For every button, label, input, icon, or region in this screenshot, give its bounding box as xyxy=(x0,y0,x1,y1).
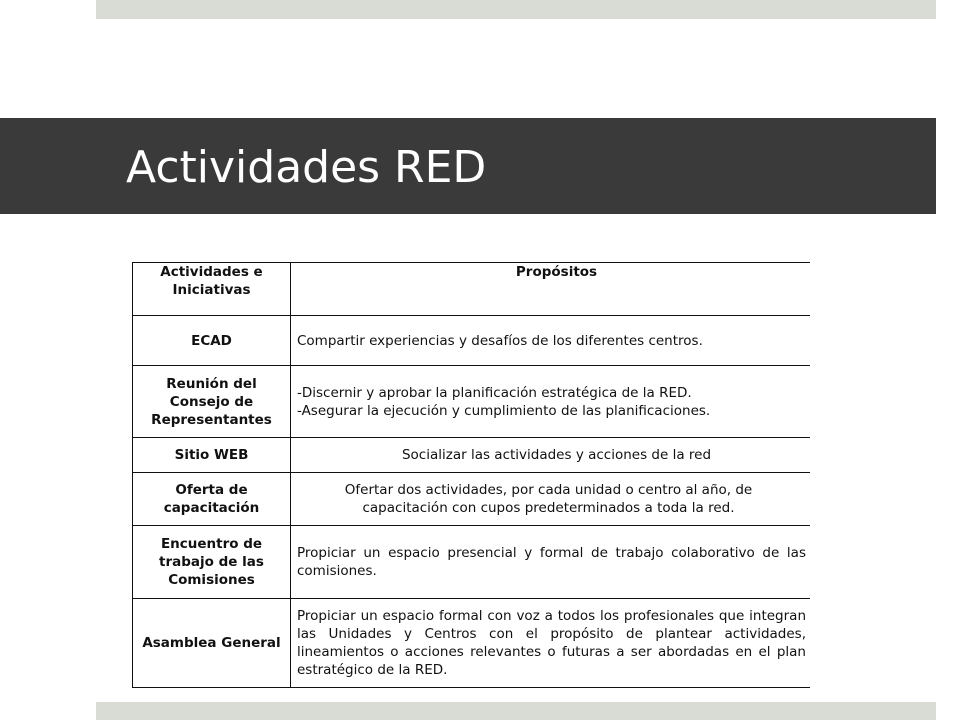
top-decor-band xyxy=(96,0,936,19)
activity-cell: Asamblea General xyxy=(133,599,291,688)
table-row xyxy=(133,316,811,366)
purpose-cell: Socializar las actividades y acciones de la red xyxy=(291,438,811,473)
purpose-cell: Propiciar un espacio presencial y formal de trabajo colaborativo de las comisiones. xyxy=(291,526,811,599)
activity-cell: Sitio WEB xyxy=(133,438,291,473)
table-row xyxy=(133,526,811,599)
purpose-cell: Propiciar un espacio formal con voz a todos los profesionales que integran las Unidades y Centros con el propósito de plantear actividades, lineamientos o acciones relevantes o futuras a ser abordadas en el plan estratégico de la RED. xyxy=(291,599,811,688)
table-header-row xyxy=(133,263,811,316)
purpose-text: Compartir experiencias y desafíos de los diferentes centros. xyxy=(297,332,703,349)
bottom-decor-band xyxy=(96,702,936,720)
activity-cell: ECAD xyxy=(133,316,291,366)
purpose-cell: Ofertar dos actividades, por cada unidad o centro al año, de capacitación con cupos predeterminados a toda la red. xyxy=(291,473,811,526)
activities-table xyxy=(132,262,810,688)
purpose-text: -Asegurar la ejecución y cumplimiento de las planificaciones. xyxy=(297,402,711,419)
header-activities: Actividades e Iniciativas xyxy=(133,263,291,316)
purpose-cell xyxy=(291,366,811,438)
activity-cell: Oferta de capacitación xyxy=(133,473,291,526)
purpose-cell xyxy=(291,316,811,366)
purpose-text: -Discernir y aprobar la planificación estratégica de la RED. xyxy=(297,384,692,401)
activity-cell: Encuentro de trabajo de las Comisiones xyxy=(133,526,291,599)
table-row xyxy=(133,473,811,526)
activity-cell: Reunión del Consejo de Representantes xyxy=(133,366,291,438)
table-row xyxy=(133,366,811,438)
table-row xyxy=(133,438,811,473)
table-row xyxy=(133,599,811,688)
title-bar xyxy=(0,118,936,214)
slide-title: Actividades RED xyxy=(126,142,487,193)
table-panel xyxy=(126,254,810,708)
header-purposes: Propósitos xyxy=(291,263,811,316)
